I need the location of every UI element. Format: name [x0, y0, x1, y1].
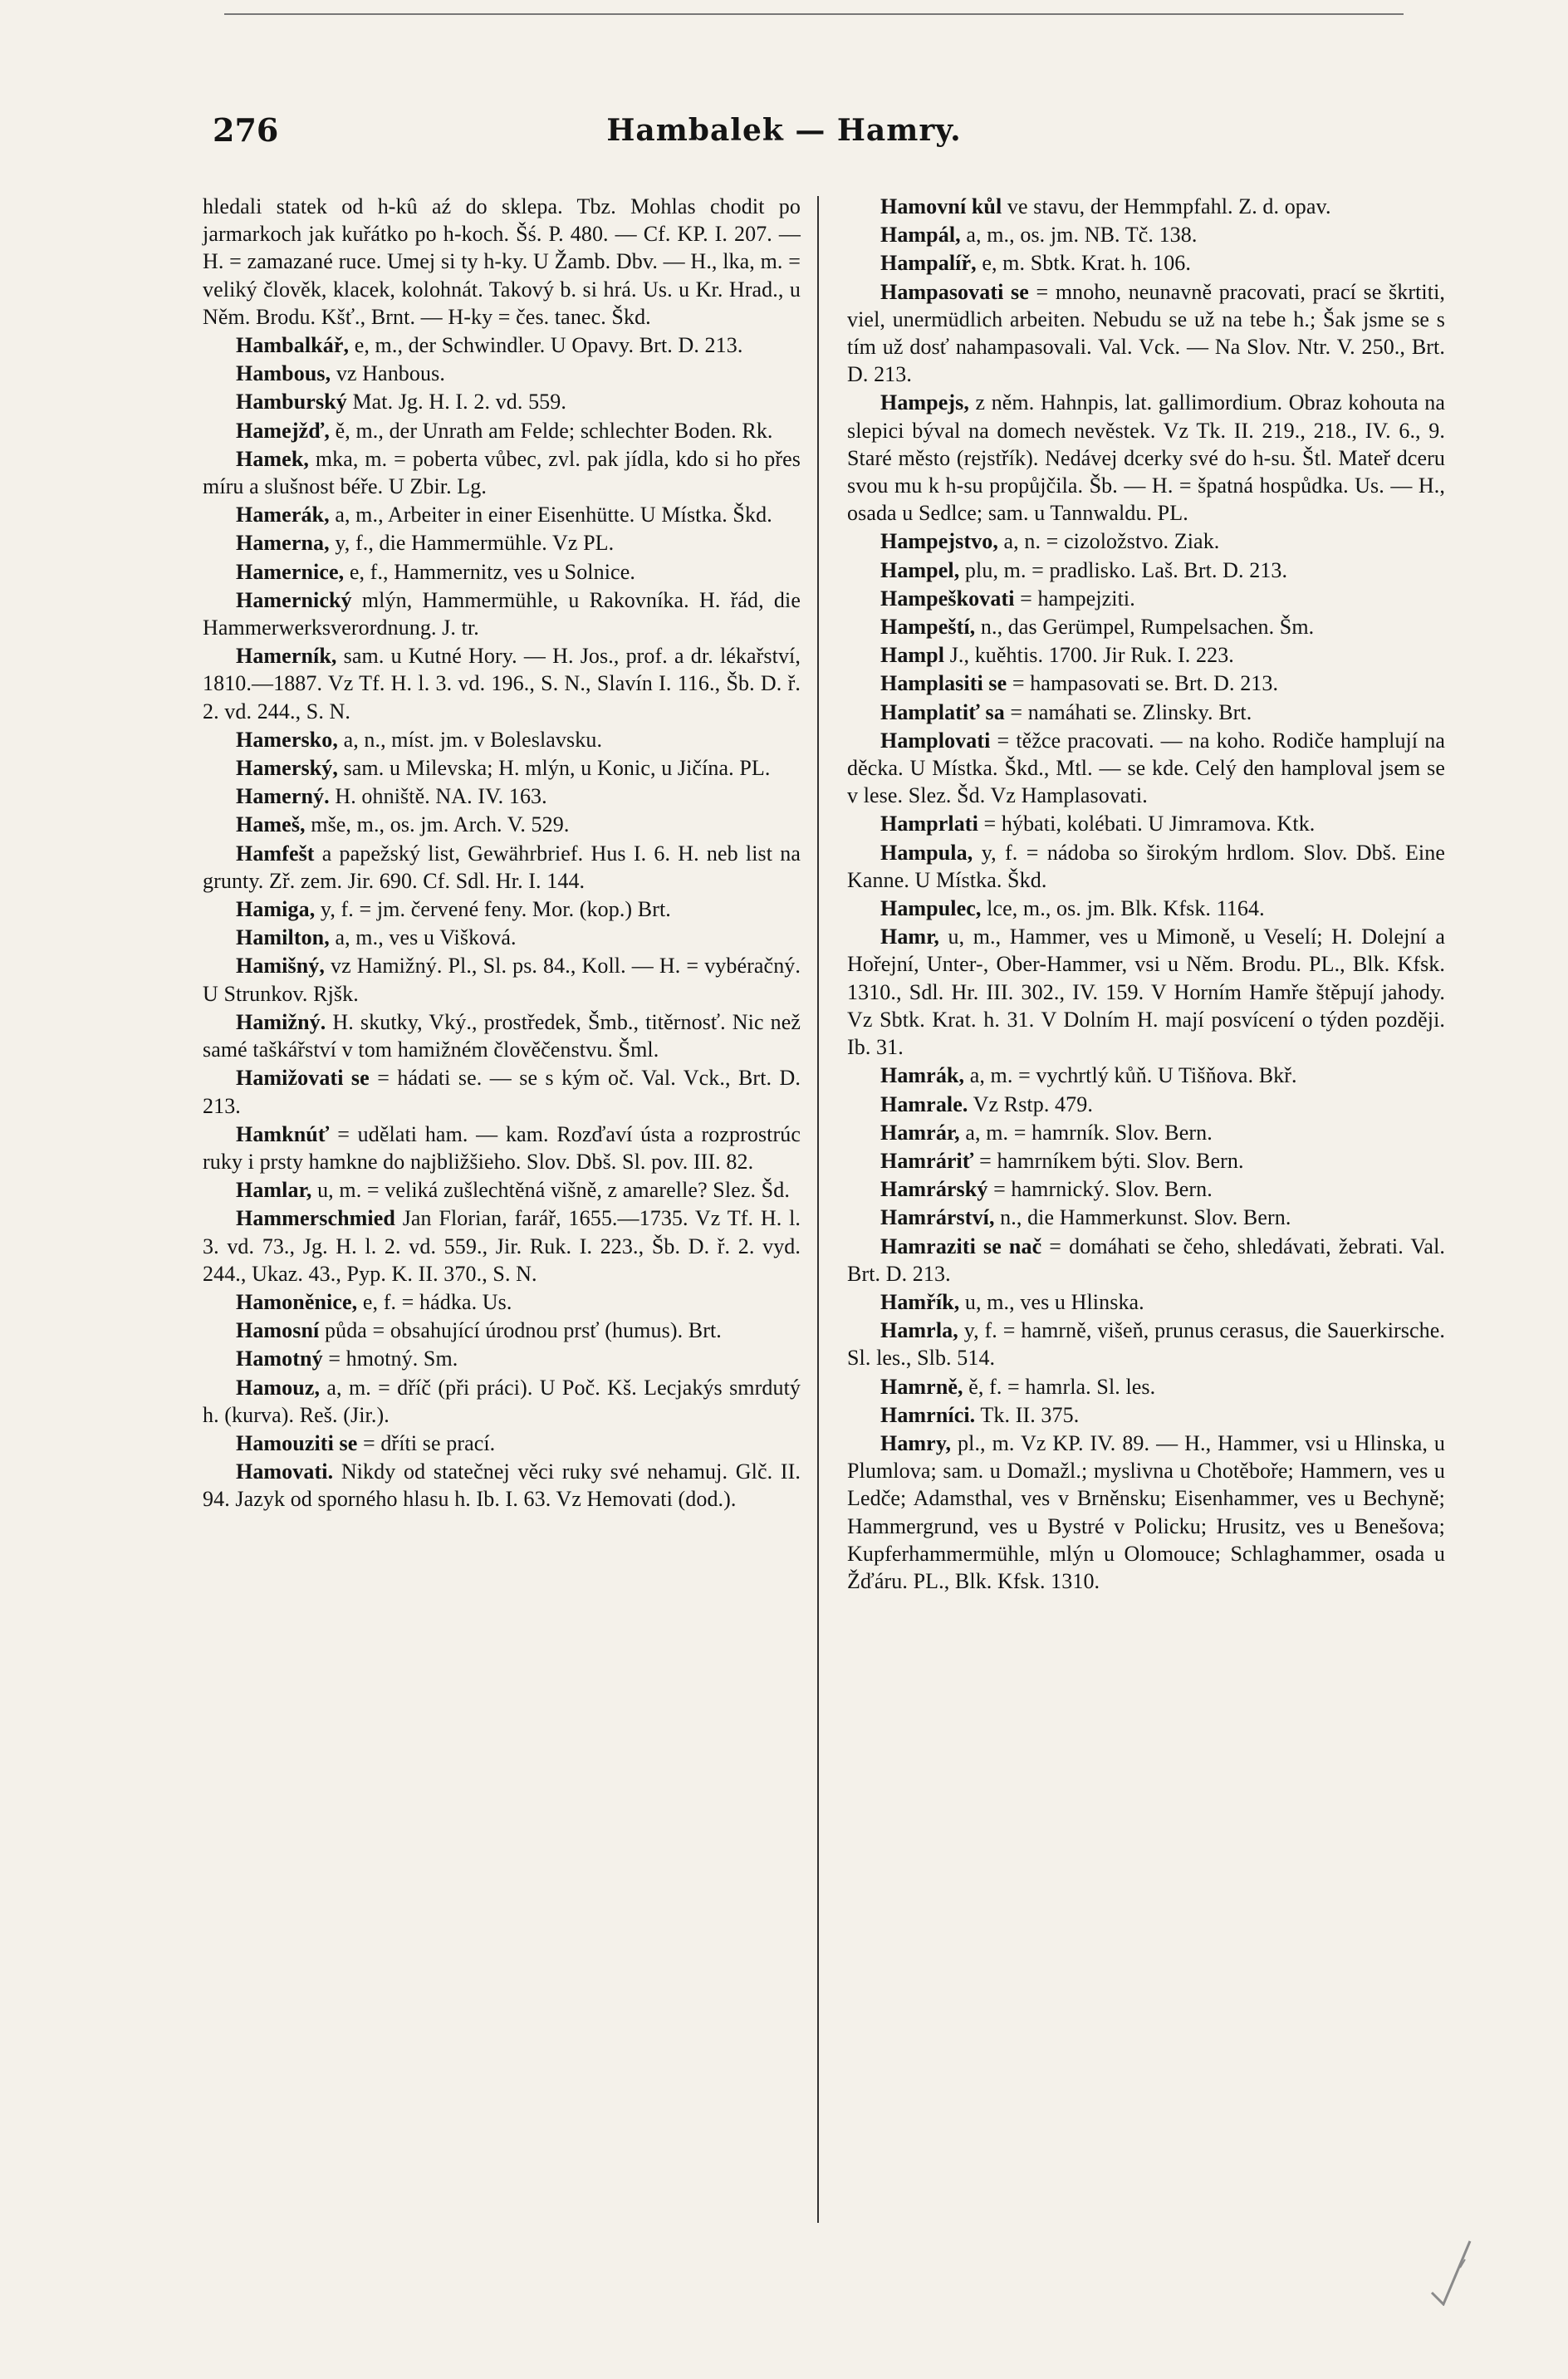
entry-text: a, m. = dříč (při práci). U Poč. Kš. Lecjakýs smrdutý h. (kurva). Reš. (Jir.).: [203, 1375, 801, 1427]
entry-text: = hýbati, kolébati. U Jimramova. Ktk.: [983, 812, 1316, 836]
entry-text: y, f. = hamrně, višeň, prunus cerasus, die Sauerkirsche. Sl. les., Slb. 514.: [847, 1318, 1445, 1371]
dictionary-entry: [847, 613, 1445, 640]
dictionary-entry: [847, 895, 1445, 922]
entry-headword: Hamplovati: [880, 728, 991, 753]
entry-text: Tk. II. 375.: [980, 1402, 1080, 1427]
entry-text: = hamrníkem býti. Slov. Bern.: [979, 1148, 1244, 1173]
entry-text: mše, m., os. jm. Arch. V. 529.: [311, 812, 570, 837]
entry-headword: Hamosní: [236, 1318, 320, 1343]
entry-headword: Hamry,: [880, 1430, 952, 1455]
entry-headword: Hamižný.: [236, 1009, 326, 1034]
entry-text: H. ohniště. NA. IV. 163.: [335, 784, 547, 809]
entry-text: J., kuěhtis. 1700. Jir Ruk. I. 223.: [949, 643, 1234, 668]
dictionary-entry: [847, 699, 1445, 726]
right-column: [847, 193, 1445, 1596]
entry-text: a, m., ves u Višková.: [335, 925, 517, 950]
entry-text: mlýn, Hammermühle, u Rakovníka. H. řád, die Hammerwerksverordnung. J. tr.: [203, 587, 801, 640]
dictionary-entry: [203, 558, 801, 586]
entry-text: = udělati ham. — kam. Rozďaví ústa a rozprostrúc ruky i prsty hamkne do najbližšieho. Slov. Dbš. Sl. pov. III. 82.: [203, 1121, 801, 1174]
dictionary-entry: [203, 782, 801, 810]
entry-text: u, m., ves u Hlinska.: [964, 1289, 1144, 1314]
entry-headword: Hampejstvo,: [880, 529, 998, 554]
entry-text: lce, m., os. jm. Blk. Kfsk. 1164.: [987, 896, 1265, 921]
entry-headword: Hamrák,: [880, 1063, 965, 1088]
dictionary-entry: [203, 1288, 801, 1316]
dictionary-entry: [847, 389, 1445, 527]
dictionary-entry: [203, 754, 801, 782]
entry-headword: Hambalkář,: [236, 333, 350, 358]
dictionary-entry: [847, 839, 1445, 894]
entry-headword: Hamotný: [236, 1346, 323, 1371]
entry-headword: Hamrníci.: [880, 1402, 976, 1427]
entry-text: = hádati se. — se s kým oč. Val. Vck., Brt. D. 213.: [203, 1066, 801, 1118]
dictionary-entry: [203, 586, 801, 641]
dictionary-entry: [203, 1121, 801, 1175]
dictionary-entry: [847, 249, 1445, 277]
entry-text: ě, m., der Unrath am Felde; schlechter Boden. Rk.: [335, 418, 773, 443]
entry-text: = namáhati se. Zlinsky. Brt.: [1010, 699, 1252, 724]
entry-headword: Hamraziti se nač: [880, 1234, 1042, 1258]
entry-text: e, f., Hammernitz, ves u Solnice.: [349, 559, 635, 584]
dictionary-entry: [847, 193, 1445, 220]
entry-text: Jan Florian, farář, 1655.—1735. Vz Tf. H. l. 3. vd. 73., Jg. H. l. 2. vd. 559., Jir. Ruk. I. 223., Šb. D. ř. 2. vyd. 244., Ukaz. 43., Pyp. K. II. 370., S. N.: [203, 1206, 801, 1286]
dictionary-entry: [203, 388, 801, 415]
entry-text: u, m., Hammer, ves u Mimoně, u Veselí; H. Dolejní a Hořejní, Unter-, Ober-Hammer, vsi u Něm. Brodu. PL., Blk. Kfsk. 1310., Sdl. Hr. III. 302., IV. 159. V Horním Hamře štěpují jahody. Vz Sbtk. Krat. h. 31. V Dolním H. mají posvícení o týden později. Ib. 31.: [847, 925, 1446, 1060]
entry-headword: Hamouz,: [236, 1375, 321, 1400]
dictionary-entry: [847, 1401, 1445, 1429]
dictionary-entry: [847, 1175, 1445, 1203]
entry-text: = hampasovati se. Brt. D. 213.: [1012, 671, 1279, 696]
dictionary-entry: [203, 1176, 801, 1204]
entry-headword: Hampel,: [880, 557, 960, 582]
entry-text: y, f. = jm. červené feny. Mor. (kop.) Brt.: [320, 897, 671, 922]
dictionary-entry: [847, 221, 1445, 248]
entry-text: = hamrnický. Slov. Bern.: [993, 1177, 1213, 1202]
entry-headword: Hamižovati se: [236, 1066, 370, 1091]
entry-headword: Hamrárství,: [880, 1205, 995, 1230]
entry-headword: Hamrár,: [880, 1120, 960, 1145]
entry-text: H. skutky, Vký., prostředek, Šmb., titěrnosť. Nic než samé taškářství v tom hamižném člověčenstvu. Šml.: [203, 1009, 801, 1062]
entry-headword: Hampula,: [880, 840, 973, 865]
entry-text: a papežský list, Gewährbrief. Hus I. 6. H. neb list na grunty. Zř. zem. Jir. 690. Cf. Sdl. Hr. I. 144.: [203, 841, 801, 893]
pencil-mark-icon: [1427, 2234, 1477, 2306]
dictionary-entry: [847, 1317, 1445, 1371]
entry-headword: Hamernice,: [236, 559, 345, 584]
dictionary-entry: [203, 924, 801, 951]
dictionary-entry: [847, 557, 1445, 584]
entry-text: pl., m. Vz KP. IV. 89. — H., Hammer, vsi u Hlinska, u Plumlova; sam. u Domažl.; myslivna u Chotěboře; Hammern, ves u Ledče; Adamsthal, ves v Brněnsku; Eisenhammer, ves u Bechyně; Hammergrund, ves u Bystré v Policku; Hrusitz, ves u Benešova; Kupferhammermühle, mlýn u Olomouce; Schlaghammer, osada u Žďáru. PL., Blk. Kfsk. 1310.: [847, 1430, 1445, 1593]
entry-text: sam. u Kutné Hory. — H. Jos., prof. a dr. lékařství, 1810.—1887. Vz Tf. H. l. 3. vd. 196., S. N., Slavín I. 116., Šb. D. ř. 2. vd. 244., S. N.: [203, 644, 801, 724]
dictionary-entry: [203, 1374, 801, 1429]
entry-headword: Hampejs,: [880, 390, 969, 415]
entry-text: u, m. = veliká zušlechtěná višně, z amarelle? Slez. Šd.: [317, 1178, 790, 1203]
dictionary-entry: [847, 1373, 1445, 1400]
dictionary-entry: [847, 1288, 1445, 1316]
dictionary-entry: [203, 811, 801, 838]
entry-headword: Hamr,: [880, 925, 940, 949]
entry-text: vz Hanbous.: [336, 361, 445, 386]
entry-text: e, m. Sbtk. Krat. h. 106.: [982, 251, 1191, 276]
entry-headword: Hampeškovati: [880, 586, 1015, 611]
entry-headword: Hamfešt: [236, 841, 315, 866]
entry-headword: Hamiga,: [236, 897, 316, 922]
entry-headword: Hamersko,: [236, 727, 338, 752]
dictionary-entry: [847, 278, 1445, 389]
dictionary-entry: [847, 810, 1445, 837]
entry-headword: Hamejžď,: [236, 418, 330, 443]
entry-headword: Hamek,: [236, 446, 309, 471]
entry-headword: Hamilton,: [236, 925, 330, 950]
entry-text: a, m., os. jm. NB. Tč. 138.: [966, 223, 1198, 248]
entry-headword: Hameš,: [236, 812, 306, 837]
entry-text: = hampejziti.: [1020, 586, 1135, 611]
dictionary-entry: [847, 585, 1445, 612]
entry-text: a, m. = vychrtlý kůň. U Tišňova. Bkř.: [969, 1063, 1297, 1088]
entry-headword: Hamernický: [236, 587, 352, 612]
entry-text: n., die Hammerkunst. Slov. Bern.: [1000, 1205, 1291, 1230]
entry-headword: Hamerna,: [236, 531, 330, 556]
entry-headword: Hamrla,: [880, 1318, 958, 1343]
dictionary-entry: [203, 331, 801, 359]
dictionary-entry: [203, 642, 801, 725]
dictionary-entry: [847, 1204, 1445, 1231]
dictionary-entry: [203, 417, 801, 444]
dictionary-entry: [203, 895, 801, 923]
entry-text: n., das Gerümpel, Rumpelsachen. Šm.: [980, 615, 1315, 640]
entry-text: = hmotný. Sm.: [328, 1346, 458, 1371]
entry-headword: Hamprlati: [880, 812, 978, 836]
entry-headword: Hamrale.: [880, 1091, 968, 1116]
entry-text: sam. u Milevska; H. mlýn, u Konic, u Jičína. PL.: [343, 756, 771, 781]
dictionary-entry: [203, 1458, 801, 1513]
entry-headword: Hamerský,: [236, 756, 338, 781]
entry-headword: Hamovati.: [236, 1459, 334, 1484]
dictionary-entry: [203, 193, 801, 331]
entry-text: vz Hamižný. Pl., Sl. ps. 84., Koll. — H. = vybéračný. U Strunkov. Rjšk.: [203, 954, 801, 1006]
entry-headword: Hamřík,: [880, 1289, 960, 1314]
dictionary-entry: [847, 1430, 1445, 1595]
dictionary-entry: [847, 727, 1445, 810]
entry-headword: Hampál,: [880, 223, 961, 248]
entry-headword: Hamráriť: [880, 1148, 974, 1173]
dictionary-entry: [203, 952, 801, 1007]
entry-text: a, m., Arbeiter in einer Eisenhütte. U Místka. Škd.: [335, 503, 772, 527]
dictionary-entry: [847, 641, 1445, 669]
entry-headword: Hamoněnice,: [236, 1289, 358, 1314]
entry-headword: Hamlar,: [236, 1178, 312, 1203]
entry-headword: Hampulec,: [880, 896, 982, 921]
dictionary-entry: [847, 1233, 1445, 1288]
dictionary-entry: [203, 360, 801, 387]
entry-text: ve stavu, der Hemmpfahl. Z. d. opav.: [1007, 194, 1331, 218]
entry-headword: Hamerný.: [236, 784, 330, 809]
entry-text: = těžce pracovati. — na koho. Rodiče hamplují na děcka. U Místka. Škd., Mtl. — se kde. Celý den hamploval jsem se v lese. Slez. Šd. Vz Hamplasovati.: [847, 728, 1445, 808]
entry-text: = domáhati se čeho, shledávati, žebrati. Val. Brt. D. 213.: [847, 1234, 1445, 1286]
dictionary-entry: [847, 1091, 1445, 1118]
entry-text: hledali statek od h-kû aź do sklepa. Tbz. Mohlas chodit po jarmarkoch jak kuřátko po h-koch. Šś. P. 480. — Cf. KP. I. 207. — H. = zamazané ruce. Umej si ty h-ky. U Žamb. Dbv. — H., lka, m. = veliký člověk, klacek, kolohnát. Takový b. si hrá. Us. u Kr. Hrad., u Něm. Brodu. Kšť., Brnt. — H-ky = čes. tanec. Škd.: [203, 194, 801, 329]
column-divider: [817, 196, 819, 2223]
entry-headword: Hamovní kůl: [880, 194, 1002, 218]
entry-text: y, f., die Hammermühle. Vz PL.: [335, 531, 615, 556]
entry-text: Mat. Jg. H. I. 2. vd. 559.: [352, 390, 566, 414]
dictionary-entry: [203, 1317, 801, 1344]
entry-text: e, m., der Schwindler. U Opavy. Brt. D. 213.: [354, 333, 743, 358]
dictionary-entry: [203, 1008, 801, 1063]
entry-headword: Hampl: [880, 643, 945, 668]
entry-headword: Hamišný,: [236, 954, 325, 979]
entry-text: mka, m. = poberta vůbec, zvl. pak jídla, kdo si ho přes míru a slušnost béře. U Zbir. Lg.: [203, 446, 801, 499]
entry-text: z něm. Hahnpis, lat. gallimordium. Obraz kohouta na slepici býval na domech nevěstek. Vz Tk. II. 219., 218., IV. 6., 9. Staré město (rejstřík). Nedávej dcerky své do h-su. Štl. Mateř dceru svou mu k h-su propůjčila. Šb. — H. = špatná hospůdka. Us. — H., osada u Sedlce; sam. u Tannwaldu. PL.: [847, 390, 1445, 526]
running-head: Hambalek — Hamry.: [606, 113, 962, 148]
entry-text: Nikdy od statečnej věci ruky své nehamuj. Glč. II. 94. Jazyk od sporného hlasu h. Ib. I. 63. Vz Hemovati (dod.).: [203, 1459, 801, 1512]
entry-text: = dříti se prací.: [362, 1430, 496, 1455]
dictionary-entry: [847, 1119, 1445, 1146]
left-column: [203, 193, 801, 1514]
dictionary-entry: [203, 445, 801, 500]
dictionary-entry: [203, 501, 801, 528]
dictionary-entry: [847, 670, 1445, 697]
entry-headword: Hamknúť: [236, 1121, 330, 1146]
dictionary-entry: [847, 923, 1445, 1061]
entry-headword: Hampasovati se: [880, 279, 1029, 304]
entry-headword: Hamplasiti se: [880, 671, 1007, 696]
entry-text: = mnoho, neunavně pracovati, prací se škrtiti, viel, unermüdlich arbeiten. Nebudu se už na tebe h.; Šak jsme se s tím už dosť nahampasovali. Val. Vck. — Na Slov. Ntr. V. 250., Brt. D. 213.: [847, 279, 1446, 387]
entry-headword: Hambous,: [236, 361, 331, 386]
dictionary-entry: [847, 1062, 1445, 1089]
entry-text: a, m. = hamrník. Slov. Bern.: [965, 1120, 1213, 1145]
entry-text: Vz Rstp. 479.: [973, 1091, 1093, 1116]
dictionary-entry: [847, 527, 1445, 555]
entry-text: y, f. = nádoba so širokým hrdlom. Slov. Dbš. Eine Kanne. U Místka. Škd.: [847, 840, 1445, 892]
dictionary-entry: [203, 1064, 801, 1119]
dictionary-entry: [203, 840, 801, 895]
entry-headword: Hampeští,: [880, 615, 976, 640]
entry-text: a, n. = cizoložstvo. Ziak.: [1003, 529, 1220, 554]
entry-headword: Hamerník,: [236, 644, 337, 669]
entry-headword: Hammerschmied: [236, 1206, 395, 1231]
entry-headword: Hamerák,: [236, 503, 330, 527]
dictionary-entry: [203, 1430, 801, 1457]
entry-text: půda = obsahující úrodnou prsť (humus). Brt.: [325, 1318, 722, 1343]
entry-headword: Hamrárský: [880, 1177, 988, 1202]
entry-headword: Hamplatiť sa: [880, 699, 1005, 724]
dictionary-entry: [203, 1345, 801, 1372]
dictionary-entry: [847, 1147, 1445, 1175]
entry-text: plu, m. = pradlisko. Laš. Brt. D. 213.: [964, 557, 1288, 582]
entry-headword: Hamouziti se: [236, 1430, 358, 1455]
entry-text: ě, f. = hamrla. Sl. les.: [968, 1374, 1156, 1399]
dictionary-entry: [203, 1204, 801, 1288]
dictionary-entry: [203, 529, 801, 557]
top-edge-rule: [224, 13, 1404, 15]
page-number: 276: [213, 111, 279, 149]
entry-headword: Hampalíř,: [880, 251, 977, 276]
dictionary-entry: [203, 726, 801, 753]
entry-headword: Hamburský: [236, 390, 347, 414]
entry-headword: Hamrně,: [880, 1374, 963, 1399]
entry-text: e, f. = hádka. Us.: [362, 1289, 512, 1314]
entry-text: a, n., míst. jm. v Boleslavsku.: [343, 727, 603, 752]
